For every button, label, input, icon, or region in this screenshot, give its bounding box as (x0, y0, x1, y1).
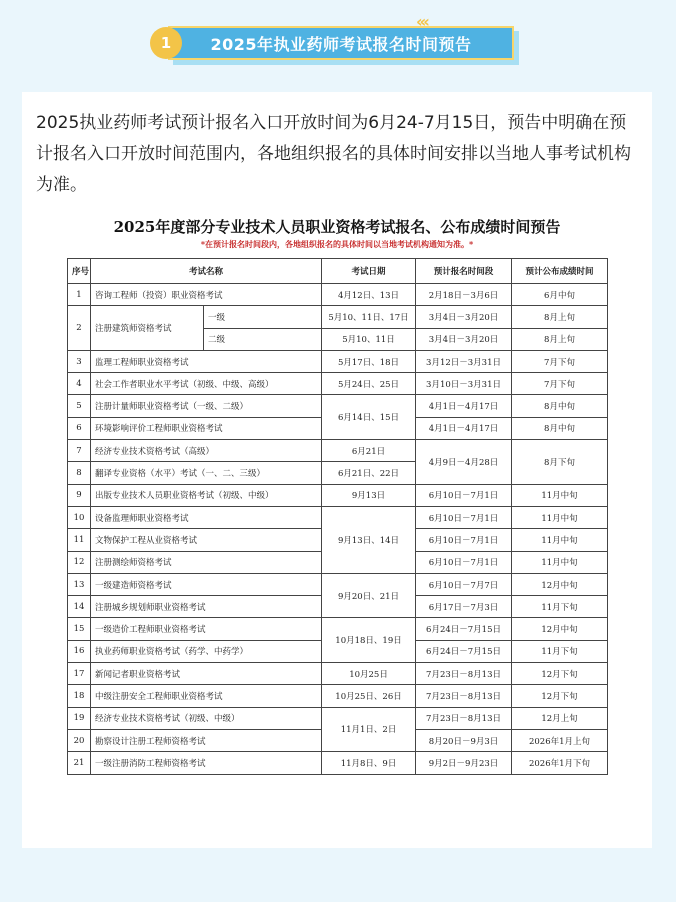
row-exam-name: 注册建筑师资格考试 (91, 306, 204, 351)
row-exam-name: 经济专业技术资格考试（初级、中级） (91, 707, 322, 729)
row-score: 12月上旬 (512, 707, 608, 729)
row-registration: 6月24日－7月15日 (416, 618, 512, 640)
row-exam-name: 注册计量师职业资格考试（一级、二级） (91, 395, 322, 417)
header-registration-period: 预计报名时间段 (416, 259, 512, 284)
row-no: 4 (68, 373, 91, 395)
row-registration: 3月4日－3月20日 (416, 328, 512, 350)
row-registration: 8月20日－9月3日 (416, 729, 512, 751)
row-exam-level: 二级 (204, 328, 322, 350)
section-title-bar (168, 26, 514, 60)
row-exam-date: 5月24日、25日 (322, 373, 416, 395)
row-score: 2026年1月下旬 (512, 752, 608, 774)
row-exam-date: 10月25日 (322, 663, 416, 685)
row-no: 13 (68, 573, 91, 595)
row-registration: 6月10日－7月7日 (416, 573, 512, 595)
table-row (68, 707, 608, 729)
row-no: 19 (68, 707, 91, 729)
table-row (68, 306, 608, 328)
row-exam-name: 一级注册消防工程师资格考试 (91, 752, 322, 774)
table-row (68, 506, 608, 528)
row-registration: 6月10日－7月1日 (416, 529, 512, 551)
row-exam-date: 4月12日、13日 (322, 284, 416, 306)
row-exam-level: 一级 (204, 306, 322, 328)
row-exam-date: 6月21日 (322, 440, 416, 462)
table-row (68, 350, 608, 372)
row-exam-date: 11月8日、9日 (322, 752, 416, 774)
row-exam-name: 注册城乡规划师职业资格考试 (91, 596, 322, 618)
table-row (68, 685, 608, 707)
row-registration: 6月10日－7月1日 (416, 551, 512, 573)
row-no: 9 (68, 484, 91, 506)
row-registration: 3月4日－3月20日 (416, 306, 512, 328)
table-row (68, 373, 608, 395)
row-registration: 6月10日－7月1日 (416, 484, 512, 506)
table-row (68, 440, 608, 462)
header-exam-date: 考试日期 (322, 259, 416, 284)
row-exam-name: 注册测绘师资格考试 (91, 551, 322, 573)
row-score: 12月下旬 (512, 663, 608, 685)
row-exam-name: 新闻记者职业资格考试 (91, 663, 322, 685)
row-no: 12 (68, 551, 91, 573)
table-row (68, 395, 608, 417)
row-registration: 3月10日－3月31日 (416, 373, 512, 395)
row-score: 8月中旬 (512, 417, 608, 439)
row-no: 21 (68, 752, 91, 774)
row-score: 8月上旬 (512, 328, 608, 350)
row-exam-date: 5月17日、18日 (322, 350, 416, 372)
row-registration: 7月23日－8月13日 (416, 663, 512, 685)
table-title: 2025年度部分专业技术人员职业资格考试报名、公布成绩时间预告 (113, 218, 561, 236)
row-exam-date: 6月21日、22日 (322, 462, 416, 484)
row-exam-name: 出版专业技术人员职业资格考试（初级、中级） (91, 484, 322, 506)
row-no: 11 (68, 529, 91, 551)
row-registration: 4月9日－4月28日 (416, 440, 512, 485)
row-score: 7月下旬 (512, 350, 608, 372)
header-no: 序号 (68, 259, 91, 284)
table-header-row (68, 259, 608, 284)
row-score: 8月下旬 (512, 440, 608, 485)
row-registration: 2月18日－3月6日 (416, 284, 512, 306)
row-exam-name: 勘察设计注册工程师资格考试 (91, 729, 322, 751)
row-score: 11月下旬 (512, 596, 608, 618)
row-exam-date: 5月10、11日 (322, 328, 416, 350)
row-registration: 9月2日－9月23日 (416, 752, 512, 774)
table-row (68, 284, 608, 306)
row-registration: 7月23日－8月13日 (416, 707, 512, 729)
row-exam-date: 11月1日、2日 (322, 707, 416, 752)
section-title: 2025年执业药师考试报名时间预告 (210, 34, 472, 54)
row-score: 11月中旬 (512, 529, 608, 551)
table-row (68, 573, 608, 595)
row-exam-date: 5月10、11日、17日 (322, 306, 416, 328)
row-registration: 6月17日－7月3日 (416, 596, 512, 618)
row-no: 20 (68, 729, 91, 751)
row-registration: 4月1日－4月17日 (416, 395, 512, 417)
row-registration: 7月23日－8月13日 (416, 685, 512, 707)
row-no: 16 (68, 640, 91, 662)
row-exam-name: 监理工程师职业资格考试 (91, 350, 322, 372)
row-exam-name: 一级造价工程师职业资格考试 (91, 618, 322, 640)
row-exam-name: 经济专业技术资格考试（高级） (91, 440, 322, 462)
row-no: 14 (68, 596, 91, 618)
row-score: 11月中旬 (512, 484, 608, 506)
intro-paragraph: 2025执业药师考试预计报名入口开放时间为6月24-7月15日，预告中明确在预计报名入口开放时间范围内，各地组织报名的具体时间安排以当地人事考试机构为准。 (36, 113, 631, 195)
row-no: 18 (68, 685, 91, 707)
exam-schedule-table (67, 258, 608, 775)
row-exam-date: 9月13日 (322, 484, 416, 506)
row-exam-name: 中级注册安全工程师职业资格考试 (91, 685, 322, 707)
row-exam-name: 一级建造师资格考试 (91, 573, 322, 595)
row-exam-date: 9月20日、21日 (322, 573, 416, 618)
row-exam-name: 翻译专业资格（水平）考试（一、二、三级） (91, 462, 322, 484)
row-exam-name: 执业药师职业资格考试（药学、中药学） (91, 640, 322, 662)
chevron-decoration-icon: ‹‹‹ (416, 12, 427, 31)
row-score: 12月中旬 (512, 618, 608, 640)
table-row (68, 663, 608, 685)
table-row (68, 752, 608, 774)
row-no: 10 (68, 506, 91, 528)
row-no: 17 (68, 663, 91, 685)
header-score-release: 预计公布成绩时间 (512, 259, 608, 284)
row-exam-name: 文物保护工程从业资格考试 (91, 529, 322, 551)
row-no: 6 (68, 417, 91, 439)
table-note: *在预计报名时间段内，各地组织报名的具体时间以当地考试机构通知为准。* (200, 239, 474, 249)
row-score: 8月上旬 (512, 306, 608, 328)
row-exam-name: 社会工作者职业水平考试（初级、中级、高级） (91, 373, 322, 395)
row-score: 2026年1月上旬 (512, 729, 608, 751)
row-exam-name: 环境影响评价工程师职业资格考试 (91, 417, 322, 439)
row-exam-date: 6月14日、15日 (322, 395, 416, 440)
row-score: 11月中旬 (512, 506, 608, 528)
table-row (68, 618, 608, 640)
row-score: 12月中旬 (512, 573, 608, 595)
row-no: 5 (68, 395, 91, 417)
row-registration: 3月12日－3月31日 (416, 350, 512, 372)
section-header (150, 12, 520, 70)
row-exam-name: 设备监理师职业资格考试 (91, 506, 322, 528)
row-registration: 6月24日－7月15日 (416, 640, 512, 662)
row-score: 7月下旬 (512, 373, 608, 395)
content-card (22, 92, 652, 848)
row-score: 11月中旬 (512, 551, 608, 573)
row-no: 8 (68, 462, 91, 484)
table-row (68, 484, 608, 506)
row-exam-date: 9月13日、14日 (322, 506, 416, 573)
row-exam-date: 10月18日、19日 (322, 618, 416, 663)
row-no: 15 (68, 618, 91, 640)
row-exam-date: 10月25日、26日 (322, 685, 416, 707)
row-no: 1 (68, 284, 91, 306)
row-registration: 4月1日－4月17日 (416, 417, 512, 439)
row-score: 12月下旬 (512, 685, 608, 707)
row-no: 2 (68, 306, 91, 351)
row-no: 7 (68, 440, 91, 462)
header-exam-name: 考试名称 (91, 259, 322, 284)
row-score: 6月中旬 (512, 284, 608, 306)
row-no: 3 (68, 350, 91, 372)
row-score: 11月下旬 (512, 640, 608, 662)
row-registration: 6月10日－7月1日 (416, 506, 512, 528)
row-score: 8月中旬 (512, 395, 608, 417)
row-exam-name: 咨询工程师（投资）职业资格考试 (91, 284, 322, 306)
section-number-badge: 1 (150, 27, 182, 59)
